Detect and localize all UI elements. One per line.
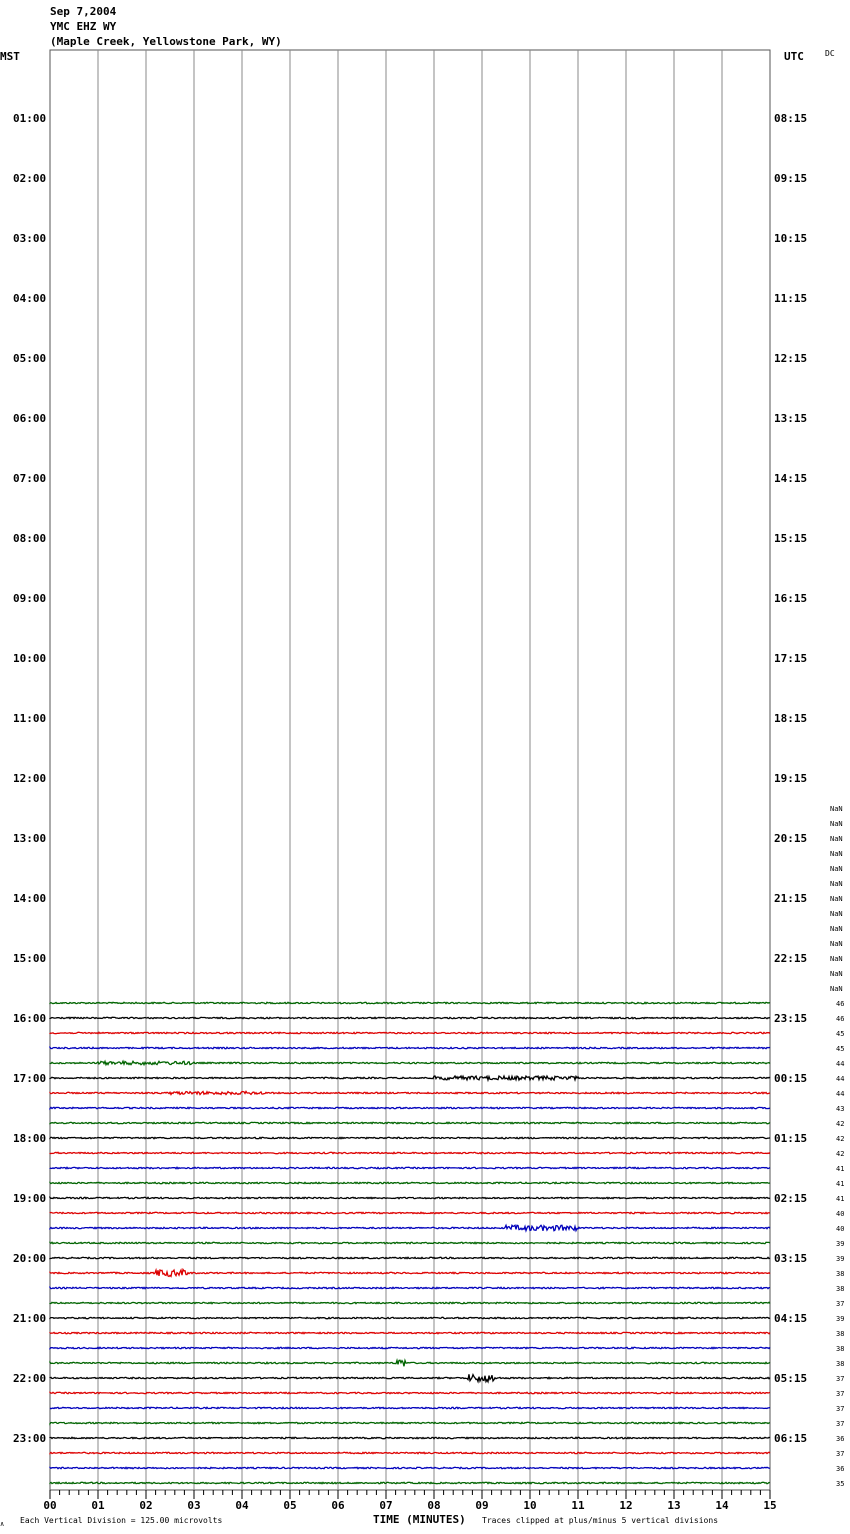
row-value-label: 37: [836, 1390, 845, 1398]
utc-hour-label: 12:15: [774, 352, 808, 365]
x-tick-label: 02: [139, 1499, 153, 1512]
seismic-trace: [50, 1302, 770, 1303]
utc-hour-label: 15:15: [774, 532, 808, 545]
mst-hour-label: 21:00: [13, 1312, 47, 1325]
seismic-trace: [50, 1107, 770, 1108]
row-value-label: 42: [836, 1135, 845, 1143]
chart-date: Sep 7,2004: [50, 5, 117, 18]
utc-hour-label: 05:15: [774, 1372, 808, 1385]
dc-label: DC: [825, 49, 835, 58]
seismic-trace: [50, 1152, 770, 1153]
row-value-label: NaN: [830, 925, 843, 933]
utc-hour-label: 17:15: [774, 652, 808, 665]
row-value-label: 38: [836, 1345, 845, 1353]
row-value-label: 37: [836, 1375, 845, 1383]
utc-hour-label: 20:15: [774, 832, 808, 845]
seismic-trace: [50, 1317, 770, 1318]
x-tick-label: 06: [331, 1499, 345, 1512]
x-tick-label: 00: [43, 1499, 57, 1512]
right-timezone-label: UTC: [784, 50, 804, 63]
seismic-trace: [50, 1437, 770, 1438]
mst-hour-label: 12:00: [13, 772, 47, 785]
x-tick-label: 12: [619, 1499, 633, 1512]
seismic-trace: [50, 1225, 770, 1231]
x-tick-label: 04: [235, 1499, 249, 1512]
seismic-trace: [50, 1407, 770, 1408]
seismic-trace: [50, 1374, 770, 1381]
row-value-label: NaN: [830, 895, 843, 903]
utc-hour-label: 16:15: [774, 592, 808, 605]
left-timezone-label: MST: [0, 50, 20, 63]
row-value-label: 37: [836, 1420, 845, 1428]
mst-hour-label: 09:00: [13, 592, 47, 605]
mst-hour-label: 11:00: [13, 712, 47, 725]
seismic-trace: [50, 1091, 770, 1094]
row-value-label: 45: [836, 1030, 845, 1038]
seismic-trace: [50, 1452, 770, 1453]
utc-hour-label: 02:15: [774, 1192, 808, 1205]
row-value-label: NaN: [830, 865, 843, 873]
row-value-label: NaN: [830, 850, 843, 858]
row-value-label: 39: [836, 1240, 845, 1248]
seismic-trace: [50, 1242, 770, 1243]
row-value-label: 41: [836, 1180, 845, 1188]
utc-hour-label: 11:15: [774, 292, 808, 305]
utc-hour-label: 03:15: [774, 1252, 808, 1265]
utc-hour-label: 18:15: [774, 712, 808, 725]
row-value-label: 38: [836, 1285, 845, 1293]
row-value-label: 45: [836, 1045, 845, 1053]
mst-hour-label: 17:00: [13, 1072, 47, 1085]
seismic-trace: [50, 1197, 770, 1198]
x-tick-label: 15: [763, 1499, 777, 1512]
seismic-trace: [50, 1182, 770, 1183]
row-value-label: 40: [836, 1225, 845, 1233]
seismic-trace: [50, 1467, 770, 1468]
row-value-label: 37: [836, 1450, 845, 1458]
mst-hour-label: 02:00: [13, 172, 47, 185]
row-value-label: 41: [836, 1165, 845, 1173]
seismic-trace: [50, 1122, 770, 1123]
row-value-label: NaN: [830, 805, 843, 813]
x-tick-label: 13: [667, 1499, 681, 1512]
row-value-label: 35: [836, 1480, 845, 1488]
row-value-label: 44: [836, 1060, 845, 1068]
seismic-trace: [50, 1257, 770, 1258]
mst-hour-label: 20:00: [13, 1252, 47, 1265]
x-tick-label: 09: [475, 1499, 489, 1512]
mst-hour-label: 07:00: [13, 472, 47, 485]
seismic-trace: [50, 1332, 770, 1333]
vertical-division-note: Each Vertical Division = 125.00 microvolts: [20, 1516, 223, 1525]
mst-hour-label: 05:00: [13, 352, 47, 365]
corner-mark: ∧: [0, 1520, 5, 1528]
mst-hour-label: 19:00: [13, 1192, 47, 1205]
utc-hour-label: 08:15: [774, 112, 808, 125]
mst-hour-label: 04:00: [13, 292, 47, 305]
seismic-trace: [50, 1422, 770, 1423]
row-value-label: 36: [836, 1465, 845, 1473]
mst-hour-label: 16:00: [13, 1012, 47, 1025]
mst-hour-label: 08:00: [13, 532, 47, 545]
row-value-label: 41: [836, 1195, 845, 1203]
seismic-trace: [50, 1212, 770, 1213]
x-tick-label: 14: [715, 1499, 729, 1512]
x-tick-label: 10: [523, 1499, 537, 1512]
utc-hour-label: 04:15: [774, 1312, 808, 1325]
utc-hour-label: 22:15: [774, 952, 808, 965]
seismic-trace: [50, 1076, 770, 1080]
mst-hour-label: 10:00: [13, 652, 47, 665]
seismic-trace: [50, 1392, 770, 1393]
mst-hour-label: 15:00: [13, 952, 47, 965]
station-code: YMC EHZ WY: [50, 20, 117, 33]
row-value-label: 44: [836, 1090, 845, 1098]
utc-hour-label: 14:15: [774, 472, 808, 485]
seismic-trace: [50, 1167, 770, 1168]
x-tick-label: 08: [427, 1499, 441, 1512]
mst-hour-label: 01:00: [13, 112, 47, 125]
row-value-label: 44: [836, 1075, 845, 1083]
seismic-trace: [50, 1032, 770, 1033]
x-tick-label: 11: [571, 1499, 585, 1512]
utc-hour-label: 01:15: [774, 1132, 808, 1145]
row-value-label: NaN: [830, 985, 843, 993]
row-value-label: NaN: [830, 970, 843, 978]
seismic-trace: [50, 1270, 770, 1277]
seismic-trace: [50, 1360, 770, 1366]
clipping-note: Traces clipped at plus/minus 5 vertical divisions: [482, 1516, 719, 1525]
row-value-label: 46: [836, 1000, 845, 1008]
row-value-label: NaN: [830, 955, 843, 963]
seismic-trace: [50, 1482, 770, 1483]
row-value-label: 38: [836, 1360, 845, 1368]
row-value-label: 37: [836, 1300, 845, 1308]
x-tick-label: 03: [187, 1499, 201, 1512]
mst-hour-label: 03:00: [13, 232, 47, 245]
x-tick-label: 07: [379, 1499, 393, 1512]
row-value-label: 42: [836, 1120, 845, 1128]
row-value-label: 43: [836, 1105, 845, 1113]
utc-hour-label: 10:15: [774, 232, 808, 245]
row-value-label: 37: [836, 1405, 845, 1413]
seismic-trace: [50, 1347, 770, 1348]
seismic-trace: [50, 1002, 770, 1003]
seismic-trace: [50, 1287, 770, 1288]
row-value-label: 39: [836, 1315, 845, 1323]
utc-hour-label: 21:15: [774, 892, 808, 905]
row-value-label: NaN: [830, 820, 843, 828]
row-value-label: 39: [836, 1255, 845, 1263]
row-value-label: 38: [836, 1270, 845, 1278]
utc-hour-label: 00:15: [774, 1072, 808, 1085]
seismic-trace: [50, 1017, 770, 1018]
row-value-label: NaN: [830, 835, 843, 843]
seismic-trace: [50, 1137, 770, 1138]
mst-hour-label: 14:00: [13, 892, 47, 905]
utc-hour-label: 09:15: [774, 172, 808, 185]
row-value-label: NaN: [830, 880, 843, 888]
row-value-label: 36: [836, 1435, 845, 1443]
row-value-label: NaN: [830, 940, 843, 948]
mst-hour-label: 22:00: [13, 1372, 47, 1385]
mst-hour-label: 13:00: [13, 832, 47, 845]
utc-hour-label: 23:15: [774, 1012, 808, 1025]
utc-hour-label: 06:15: [774, 1432, 808, 1445]
row-value-label: 46: [836, 1015, 845, 1023]
mst-hour-label: 06:00: [13, 412, 47, 425]
row-value-label: 42: [836, 1150, 845, 1158]
mst-hour-label: 18:00: [13, 1132, 47, 1145]
row-value-label: NaN: [830, 910, 843, 918]
utc-hour-label: 13:15: [774, 412, 808, 425]
mst-hour-label: 23:00: [13, 1432, 47, 1445]
x-tick-label: 05: [283, 1499, 297, 1512]
utc-hour-label: 19:15: [774, 772, 808, 785]
seismic-trace: [50, 1061, 770, 1065]
row-value-label: 40: [836, 1210, 845, 1218]
x-tick-label: 01: [91, 1499, 105, 1512]
station-location: (Maple Creek, Yellowstone Park, WY): [50, 35, 282, 48]
x-axis-title: TIME (MINUTES): [373, 1513, 466, 1526]
seismic-trace: [50, 1047, 770, 1048]
row-value-label: 38: [836, 1330, 845, 1338]
